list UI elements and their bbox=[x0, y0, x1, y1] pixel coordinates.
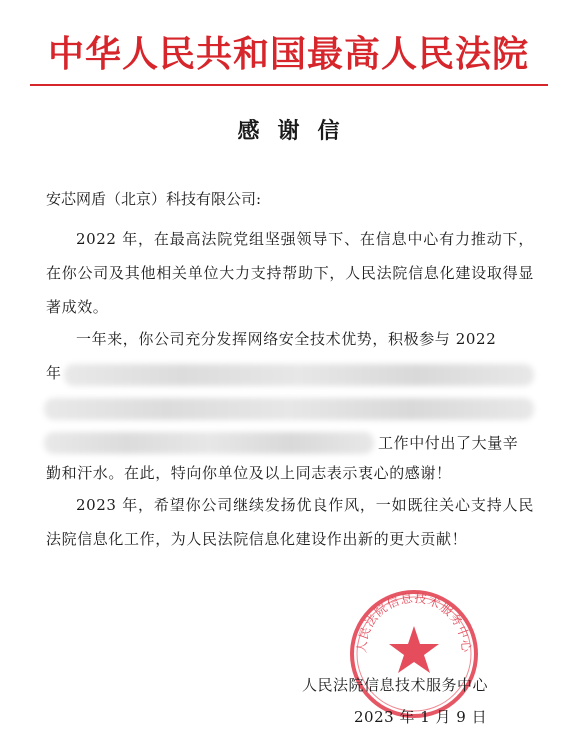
paragraph-3: 2023 年，希望你公司继续发扬优良作风，一如既往关心支持人民法院信息化工作，为人民法院信息化建设作出新的更大贡献！ bbox=[46, 496, 534, 548]
signature-date: 2023 年 1 月 9 日 bbox=[354, 708, 488, 726]
redacted-text-line-3 bbox=[44, 432, 374, 454]
seal-ring-text: 人民法院信息技术服务中心 bbox=[354, 590, 474, 654]
page-title: 感谢信 bbox=[237, 118, 358, 144]
signer-name: 人民法院信息技术服务中心 bbox=[302, 676, 489, 694]
letterhead-divider bbox=[30, 84, 548, 86]
paragraph-2-tail: 工作中付出了大量辛 bbox=[378, 434, 519, 452]
paragraph-1: 2022 年，在最高法院党组坚强领导下、在信息中心有力推动下，在你公司及其他相关单位大力支持帮助下，人民法院信息化建设取得显著成效。 bbox=[46, 230, 534, 316]
seal-star-icon bbox=[389, 626, 439, 673]
paragraph-2-first-line: 一年来，你公司充分发挥网络安全技术优势，积极参与 2022 bbox=[76, 330, 497, 348]
official-seal bbox=[346, 586, 482, 722]
paragraph-2-year: 年 bbox=[46, 364, 62, 382]
letterhead-org-name: 中华人民共和国最高人民法院 bbox=[47, 33, 529, 75]
salutation: 安芯网盾（北京）科技有限公司: bbox=[46, 190, 262, 208]
redacted-text-line-1 bbox=[64, 364, 534, 386]
redacted-text-line-2 bbox=[44, 398, 534, 420]
paragraph-2-last-line: 勤和汗水。在此，特向你单位及以上同志表示衷心的感谢！ bbox=[46, 464, 452, 482]
